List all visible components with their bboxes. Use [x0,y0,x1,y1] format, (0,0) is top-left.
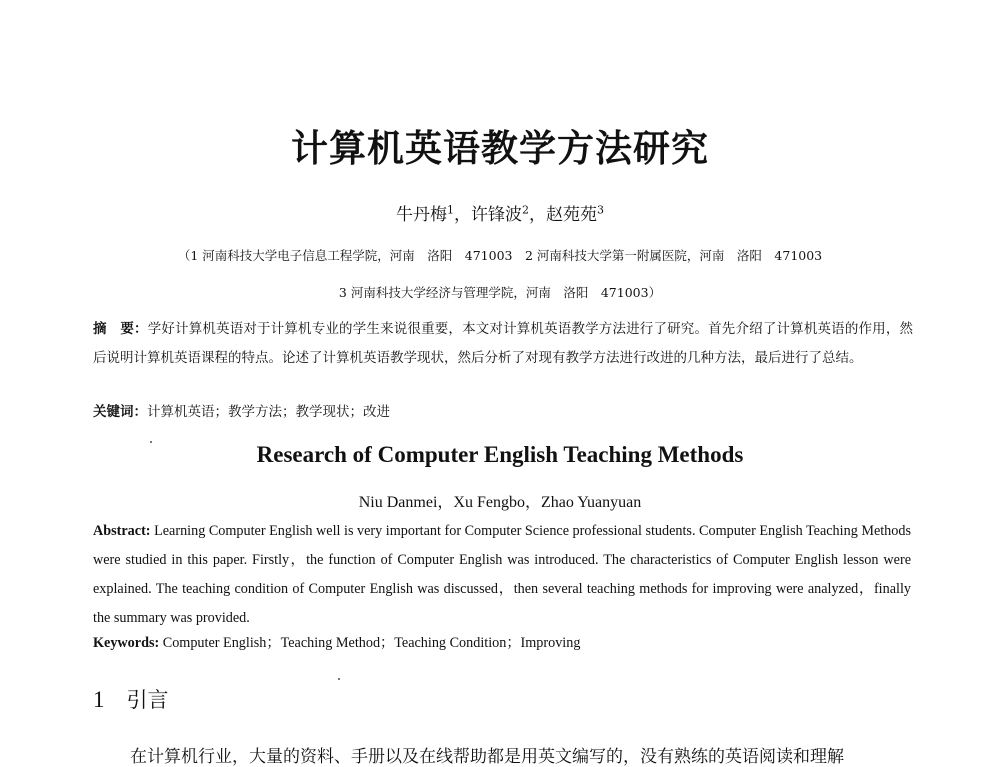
author-1-affil-mark: 1 [447,203,454,217]
chinese-keywords-text: 计算机英语；教学方法；教学现状；改进 [147,404,390,420]
author-3: 赵苑苑 [546,205,597,225]
scan-speck [338,678,340,680]
chinese-keywords-label: 关键词： [93,404,147,420]
chinese-abstract [93,315,913,373]
chinese-affiliation-line-2: 3 河南科技大学经济与管理学院，河南 洛阳 471003） [338,285,662,300]
author-2: 许锋波 [471,205,522,225]
english-authors: Niu Danmei，Xu Fengbo，Zhao Yuanyuan [358,494,642,511]
author-separator: ， [454,205,471,225]
chinese-title: 计算机英语教学方法研究 [291,127,709,170]
section-heading [93,684,169,714]
english-abstract [93,517,911,633]
chinese-keywords [93,400,913,420]
chinese-abstract-label: 摘 要： [93,321,148,337]
chinese-authors [0,200,1000,225]
section-number: 1 [93,687,105,712]
english-title: Research of Computer English Teaching Methods [256,442,744,467]
author-2-affil-mark: 2 [522,203,529,217]
english-abstract-label: Abstract: [93,523,151,539]
english-keywords-text: Computer English；Teaching Method；Teaching Condition；Improving [159,635,581,651]
author-3-affil-mark: 3 [597,203,604,217]
english-keywords-label: Keywords: [93,635,160,651]
author-1: 牛丹梅 [396,205,447,225]
scan-speck [150,441,152,443]
chinese-affiliation-line-1: （1 河南科技大学电子信息工程学院，河南 洛阳 471003 2 河南科技大学第一附属医院，河南 洛阳 471003 [177,248,823,263]
english-keywords [93,632,911,652]
section-title: 引言 [126,688,169,712]
author-separator: ， [529,205,546,225]
chinese-abstract-text: 学好计算机英语对于计算机专业的学生来说很重要，本文对计算机英语教学方法进行了研究。首先介绍了计算机英语的作用，然后说明计算机英语课程的特点。论述了计算机英语教学现状，然后分析了对现有教学方法进行改进的几种方法，最后进行了总结。 [93,321,914,366]
body-paragraph-first-line: 在计算机行业，大量的资料、手册以及在线帮助都是用英文编写的，没有熟练的英语阅读和理解 [130,747,844,767]
english-abstract-text: Learning Computer English well is very important for Computer Science professional students. Computer English Teaching Methods were studied in this paper. Firstly，the function of Computer English was introduced. The characteristics of Computer English lesson were explained. The teaching condition of Computer English was discussed，then several teaching methods for improving were analyzed，finally the summary was provided. [93,523,911,626]
